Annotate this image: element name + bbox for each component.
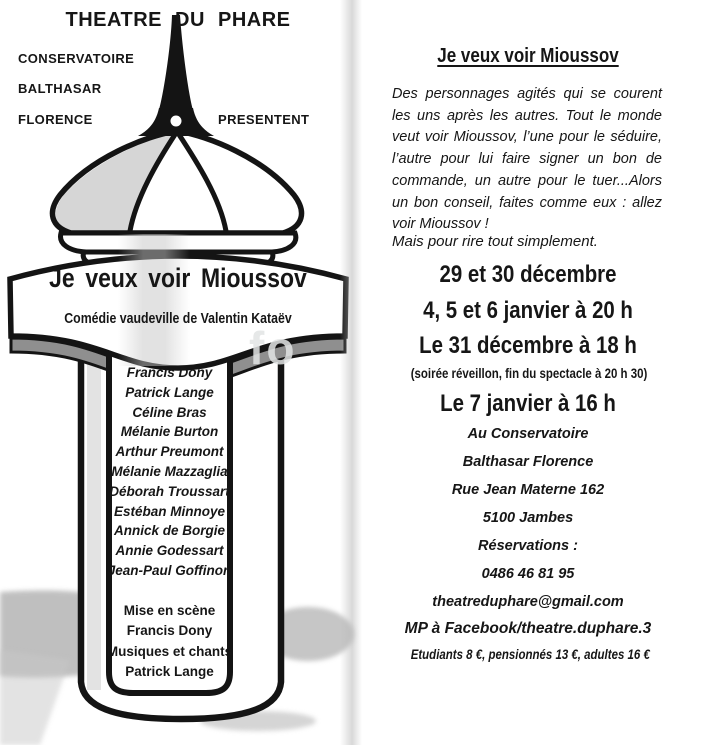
credit-line: Mise en scène <box>123 603 216 618</box>
photo-watermark: fo <box>249 322 297 374</box>
cast-member: Arthur Preumont <box>115 444 224 460</box>
cast-member: Mélanie Burton <box>120 424 219 440</box>
cast-member: Annie Godessart <box>115 543 224 559</box>
reservations-label: Réservations : <box>478 538 578 554</box>
credit-line: Musiques et chants <box>106 643 233 659</box>
cast-list <box>103 363 236 581</box>
tower-inner-shade <box>87 355 101 690</box>
date-line-4: Le 7 janvier à 16 h <box>440 390 616 417</box>
venue-city: 5100 Jambes <box>482 510 574 526</box>
credits-block <box>100 601 239 682</box>
venue-address: Rue Jean Materne 162 <box>451 482 605 498</box>
date-line-3: Le 31 décembre à 18 h <box>419 332 637 359</box>
synopsis: Des personnages agités qui se courent les uns après les autres. Tout le monde veut voir Mioussov, l’une pour le séduire, l’autre pour lui faire signer un bon de commande, un autre pour le tuer...Alors un bon conseil, faites comme eux : allez voir Mioussov ! <box>392 86 662 233</box>
prices-line: Etudiants 8 €, pensionnés 13 €, adultes 16 € <box>410 647 650 662</box>
left-lower-shadow <box>0 650 70 745</box>
presenter-line-1: CONSERVATOIRE <box>18 51 135 66</box>
banner-title: Je veux voir Mioussov <box>49 263 307 293</box>
fold-shading-strip <box>118 234 190 366</box>
phone-number: 0486 46 81 95 <box>481 566 575 582</box>
cast-member: Patrick Lange <box>125 384 214 400</box>
credit-line: Francis Dony <box>126 623 213 639</box>
spire-ring <box>168 113 184 129</box>
date-line-2: 4, 5 et 6 janvier à 20 h <box>423 297 633 324</box>
presenter-line-2: BALTHASAR <box>18 81 102 96</box>
venue-line-1: Au Conservatoire <box>467 426 589 442</box>
facebook-line: MP à Facebook/theatre.duphare.3 <box>404 620 652 637</box>
email-address: theatreduphare@gmail.com <box>432 594 624 610</box>
theatre-title: THEATRE DU PHARE <box>65 9 291 31</box>
presents-label: PRESENTENT <box>218 112 310 127</box>
date-note: (soirée réveillon, fin du spectacle à 20 h 30) <box>410 366 648 381</box>
cast-member: Céline Bras <box>132 404 207 420</box>
cast-member: Annick de Borgie <box>113 523 226 539</box>
date-line-1: 29 et 30 décembre <box>439 261 617 288</box>
cast-member: Francis Dony <box>126 365 213 380</box>
venue-line-2: Balthasar Florence <box>462 454 594 470</box>
page-fold-shadow <box>340 0 362 745</box>
show-title: Je veux voir Mioussov <box>437 45 619 67</box>
banner-subtitle: Comédie vaudeville de Valentin Kataëv <box>64 311 292 327</box>
cast-member: Mélanie Mazzaglia <box>111 463 228 479</box>
presenter-line-3: FLORENCE <box>18 112 93 127</box>
cast-member: Estéban Minnoye <box>113 503 226 519</box>
tagline: Mais pour rire tout simplement. <box>392 233 598 250</box>
cast-member: Jean-Paul Goffinon <box>107 562 232 578</box>
cast-member: Déborah Troussart <box>109 483 230 499</box>
credit-line: Patrick Lange <box>125 663 214 679</box>
